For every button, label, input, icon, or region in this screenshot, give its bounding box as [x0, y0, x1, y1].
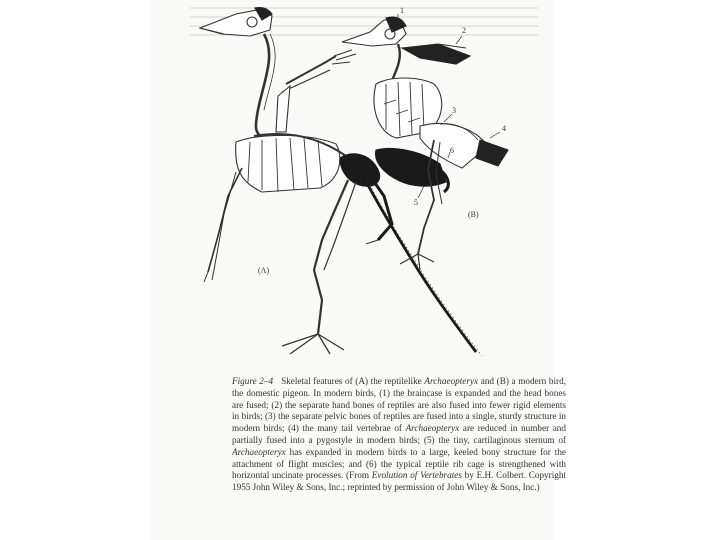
label-a: (A): [258, 266, 270, 275]
caption-text-1: Skeletal features of (A) the reptilelike: [281, 376, 425, 386]
caption-text-2: and (B) a modern bird, the domestic pigeon. In modern birds, (1) the braincase is expanded and the head bones are fused; (2) the separate hand bones of reptiles are also fused into fewer rigid elements in birds; (3) the separate pelvic bones of reptiles are fused into a single, sturdy structure in modern birds; (4) the many tail vertebrae of: [232, 376, 566, 434]
caption-genus-1: Archaeopteryx: [424, 376, 479, 386]
callout-4: 4: [502, 124, 506, 133]
label-b: (B): [468, 210, 479, 219]
callout-2: 2: [462, 26, 466, 35]
callout-6: 6: [450, 146, 454, 155]
caption-figure-label: Figure 2–4: [232, 376, 274, 386]
caption-text-4: has expanded in modern birds to a large, keeled bony structure for the attachment of flight muscles; and (6) the typical reptile rib cage is strengthened with horizontal uncinate processes. (From: [232, 446, 566, 481]
callout-1: 1: [400, 6, 404, 15]
caption-text-5: by E.H. Colbert. Copyright 1955 John Wiley & Sons, Inc.; reprinted by permission of John Wiley & Sons, Inc.): [232, 470, 566, 493]
caption-genus-2: Archaeopteryx: [405, 423, 460, 434]
callout-5: 5: [414, 198, 418, 207]
figure-caption: [232, 376, 566, 494]
caption-genus-3: Archaeopteryx: [232, 446, 286, 457]
callout-3: 3: [452, 106, 456, 115]
pigeon-skeleton: [342, 14, 508, 270]
caption-source-title: Evolution of Vertebrates: [371, 470, 462, 481]
caption-text-3: are reduced in number and partially fused into a pygostyle in modern birds; (5) the tiny, cartilaginous sternum of: [232, 423, 566, 445]
